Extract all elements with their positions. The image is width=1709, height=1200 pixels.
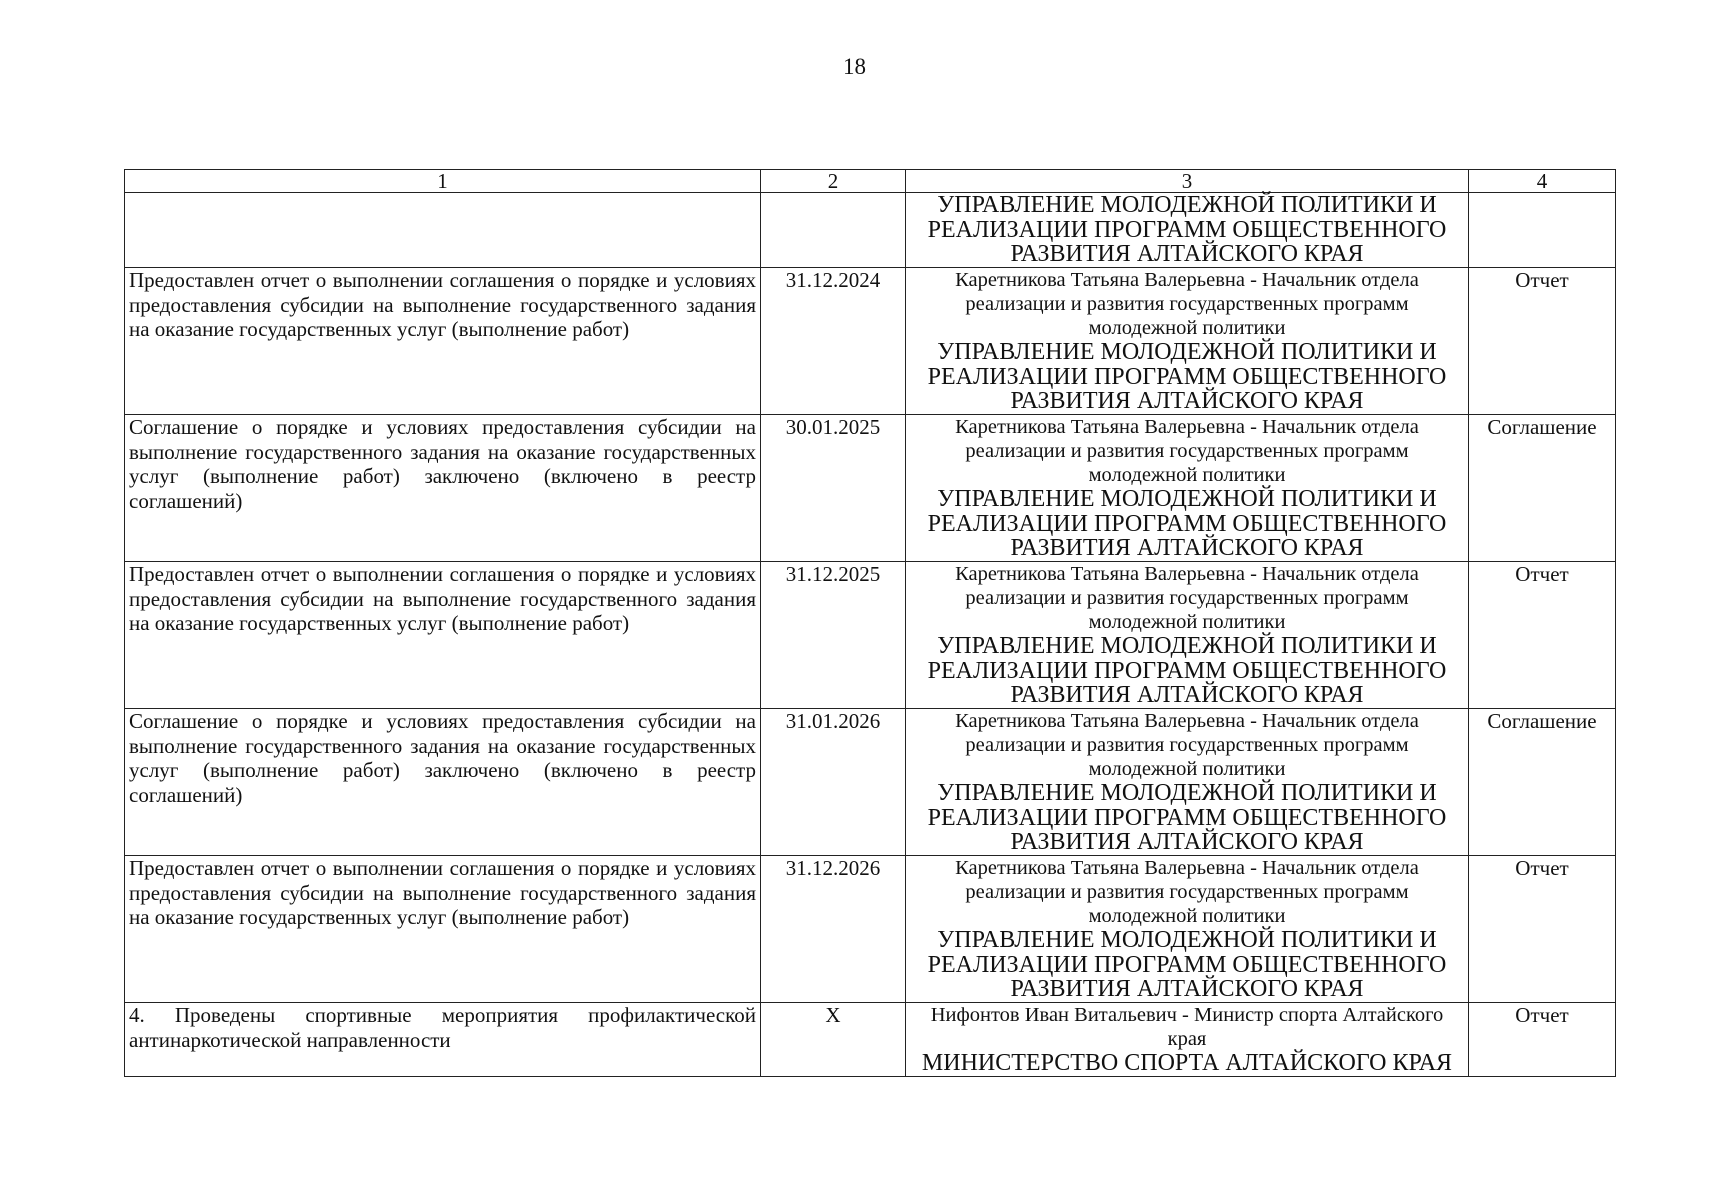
table-row (125, 193, 1616, 268)
responsible-cell (906, 709, 1469, 856)
doc-type-cell: Отчет (1469, 1003, 1616, 1077)
responsible-org: УПРАВЛЕНИЕ МОЛОДЕЖНОЙ ПОЛИТИКИ И РЕАЛИЗАЦИИ ПРОГРАММ ОБЩЕСТВЕННОГО РАЗВИТИЯ АЛТАЙСКОГО КРАЯ (927, 927, 1447, 1003)
doc-type-cell: Отчет (1469, 562, 1616, 709)
responsible-cell (906, 268, 1469, 415)
responsible-cell (906, 193, 1469, 268)
page-number: 18 (843, 54, 866, 79)
column-header-2: 2 (761, 170, 906, 193)
responsible-cell (906, 1003, 1469, 1077)
column-header-3: 3 (906, 170, 1469, 193)
column-header-4: 4 (1469, 170, 1616, 193)
doc-type-cell: Соглашение (1469, 415, 1616, 562)
table-row (125, 1003, 1616, 1077)
date-cell: 30.01.2025 (761, 415, 906, 562)
event-cell: Предоставлен отчет о выполнении соглашения о порядке и условиях предоставления субсидии на выполнение государственного задания на оказание государственных услуг (выполнение работ) (125, 268, 761, 415)
doc-type-cell (1469, 193, 1616, 268)
responsible-person: Каретникова Татьяна Валерьевна - Начальник отдела реализации и развития государственных программ молодежной политики (955, 857, 1419, 927)
date-cell: 31.01.2026 (761, 709, 906, 856)
responsible-person: Каретникова Татьяна Валерьевна - Начальник отдела реализации и развития государственных программ молодежной политики (955, 269, 1419, 339)
event-cell: Предоставлен отчет о выполнении соглашения о порядке и условиях предоставления субсидии на выполнение государственного задания на оказание государственных услуг (выполнение работ) (125, 856, 761, 1003)
responsible-person: Нифонтов Иван Витальевич - Министр спорта Алтайского края (930, 1004, 1444, 1050)
table-row (125, 562, 1616, 709)
responsible-org: УПРАВЛЕНИЕ МОЛОДЕЖНОЙ ПОЛИТИКИ И РЕАЛИЗАЦИИ ПРОГРАММ ОБЩЕСТВЕННОГО РАЗВИТИЯ АЛТАЙСКОГО КРАЯ (927, 339, 1447, 415)
responsible-org: УПРАВЛЕНИЕ МОЛОДЕЖНОЙ ПОЛИТИКИ И РЕАЛИЗАЦИИ ПРОГРАММ ОБЩЕСТВЕННОГО РАЗВИТИЯ АЛТАЙСКОГО КРАЯ (927, 633, 1447, 709)
doc-type-cell: Отчет (1469, 856, 1616, 1003)
responsible-person: Каретникова Татьяна Валерьевна - Начальник отдела реализации и развития государственных программ молодежной политики (955, 563, 1419, 633)
event-cell: 4. Проведены спортивные мероприятия профилактической антинаркотической направленности (125, 1003, 761, 1077)
responsible-cell (906, 856, 1469, 1003)
event-cell: Соглашение о порядке и условиях предоставления субсидии на выполнение государственного задания на оказание государственных услуг (выполнение работ) заключено (включено в реестр соглашений) (125, 709, 761, 856)
event-cell (125, 193, 761, 268)
date-cell: X (761, 1003, 906, 1077)
responsible-person: Каретникова Татьяна Валерьевна - Начальник отдела реализации и развития государственных программ молодежной политики (955, 416, 1419, 486)
doc-type-cell: Отчет (1469, 268, 1616, 415)
plan-table (124, 169, 1616, 1077)
doc-type-cell: Соглашение (1469, 709, 1616, 856)
date-cell: 31.12.2024 (761, 268, 906, 415)
responsible-org: УПРАВЛЕНИЕ МОЛОДЕЖНОЙ ПОЛИТИКИ И РЕАЛИЗАЦИИ ПРОГРАММ ОБЩЕСТВЕННОГО РАЗВИТИЯ АЛТАЙСКОГО КРАЯ (927, 780, 1447, 856)
responsible-person: Каретникова Татьяна Валерьевна - Начальник отдела реализации и развития государственных программ молодежной политики (955, 710, 1419, 780)
date-cell: 31.12.2025 (761, 562, 906, 709)
table-row (125, 856, 1616, 1003)
column-header-1: 1 (125, 170, 761, 193)
responsible-org: УПРАВЛЕНИЕ МОЛОДЕЖНОЙ ПОЛИТИКИ И РЕАЛИЗАЦИИ ПРОГРАММ ОБЩЕСТВЕННОГО РАЗВИТИЯ АЛТАЙСКОГО КРАЯ (927, 192, 1447, 268)
event-cell: Соглашение о порядке и условиях предоставления субсидии на выполнение государственного задания на оказание государственных услуг (выполнение работ) заключено (включено в реестр соглашений) (125, 415, 761, 562)
responsible-cell (906, 562, 1469, 709)
date-cell (761, 193, 906, 268)
table-header-row (125, 170, 1616, 193)
table-row (125, 415, 1616, 562)
responsible-org: МИНИСТЕРСТВО СПОРТА АЛТАЙСКОГО КРАЯ (921, 1050, 1453, 1076)
event-cell: Предоставлен отчет о выполнении соглашения о порядке и условиях предоставления субсидии на выполнение государственного задания на оказание государственных услуг (выполнение работ) (125, 562, 761, 709)
table-row (125, 709, 1616, 856)
responsible-org: УПРАВЛЕНИЕ МОЛОДЕЖНОЙ ПОЛИТИКИ И РЕАЛИЗАЦИИ ПРОГРАММ ОБЩЕСТВЕННОГО РАЗВИТИЯ АЛТАЙСКОГО КРАЯ (927, 486, 1447, 562)
date-cell: 31.12.2026 (761, 856, 906, 1003)
table-row (125, 268, 1616, 415)
responsible-cell (906, 415, 1469, 562)
